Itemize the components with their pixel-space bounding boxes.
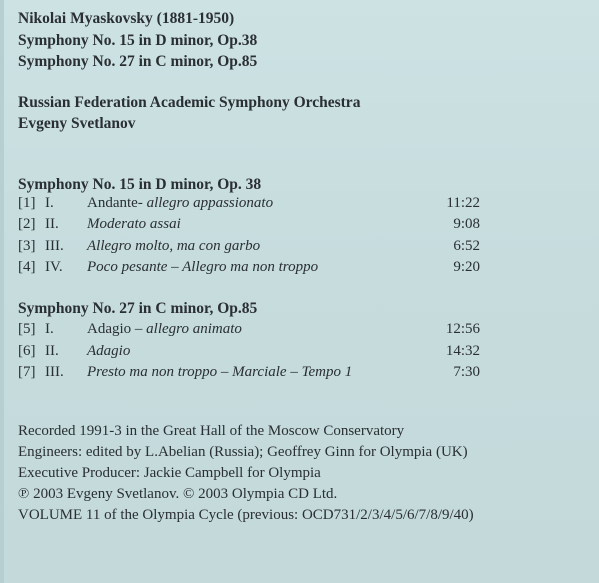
track-number: [7]: [18, 364, 36, 380]
movement-title-italic: allegro appassionato: [142, 195, 274, 211]
track-row: [18, 235, 480, 257]
track-number: [6]: [18, 343, 36, 359]
track-duration: 14:32: [445, 343, 480, 359]
track-duration: 11:22: [446, 195, 480, 211]
credits-block: [18, 421, 474, 526]
movement-title-italic: Adagio: [87, 343, 131, 359]
composer-heading: Nikolai Myaskovsky (1881-1950): [18, 10, 235, 27]
track-row: [18, 318, 480, 340]
recording-note: Recorded 1991-3 in the Great Hall of the Moscow Conservatory: [18, 423, 405, 439]
movement-title: [87, 256, 318, 278]
movement-title: [87, 235, 260, 257]
movement-number: IV.: [45, 259, 63, 275]
track-duration: 7:30: [453, 364, 480, 380]
movement-number: II.: [45, 216, 59, 232]
movement-title: [87, 361, 352, 383]
copyright-note: ℗ 2003 Evgeny Svetlanov. © 2003 Olympia CD Ltd.: [18, 486, 338, 502]
movement-title-italic: – allegro animato: [131, 321, 242, 337]
movement-title: [87, 340, 130, 362]
section-heading-symphony-15: Symphony No. 15 in D minor, Op. 38: [18, 176, 262, 193]
producer-note: Executive Producer: Jackie Campbell for Olympia: [18, 465, 321, 481]
volume-note: VOLUME 11 of the Olympia Cycle (previous: OCD731/2/3/4/5/6/7/8/9/40): [18, 507, 474, 523]
track-row: [18, 192, 480, 214]
movement-number: III.: [45, 238, 64, 254]
movement-title-italic: Moderato assai: [87, 216, 181, 232]
movement-title: [87, 318, 242, 340]
track-duration: 9:08: [453, 216, 480, 232]
work-title-1: Symphony No. 15 in D minor, Op.38: [18, 32, 258, 49]
work-title-2: Symphony No. 27 in C minor, Op.85: [18, 53, 258, 70]
track-row: [18, 256, 480, 278]
track-row: [18, 361, 480, 383]
movement-number: I.: [45, 321, 54, 337]
track-number: [1]: [18, 195, 36, 211]
orchestra-name: Russian Federation Academic Symphony Orchestra: [18, 94, 361, 111]
movement-number: II.: [45, 343, 59, 359]
movement-title-italic: Presto ma non troppo – Marciale – Tempo 1: [87, 364, 353, 380]
track-number: [5]: [18, 321, 36, 337]
conductor-name: Evgeny Svetlanov: [18, 115, 136, 132]
engineers-note: Engineers: edited by L.Abelian (Russia); Geoffrey Ginn for Olympia (UK): [18, 444, 468, 460]
track-number: [3]: [18, 238, 36, 254]
movement-title: [87, 192, 273, 214]
movement-title: [87, 213, 181, 235]
track-duration: 12:56: [445, 321, 480, 337]
track-row: [18, 213, 480, 235]
track-duration: 9:20: [453, 259, 480, 275]
section-heading-symphony-27: Symphony No. 27 in C minor, Op.85: [18, 300, 258, 317]
movement-title-plain: Andante-: [87, 195, 143, 211]
track-duration: 6:52: [453, 238, 480, 254]
track-row: [18, 340, 480, 362]
track-number: [2]: [18, 216, 36, 232]
movement-number: III.: [45, 364, 64, 380]
movement-title-plain: Adagio: [87, 321, 132, 337]
movement-title-italic: Allegro molto, ma con garbo: [87, 238, 261, 254]
page-edge: [0, 0, 4, 583]
track-number: [4]: [18, 259, 36, 275]
movement-title-italic: Poco pesante – Allegro ma non troppo: [87, 259, 319, 275]
movement-number: I.: [45, 195, 54, 211]
